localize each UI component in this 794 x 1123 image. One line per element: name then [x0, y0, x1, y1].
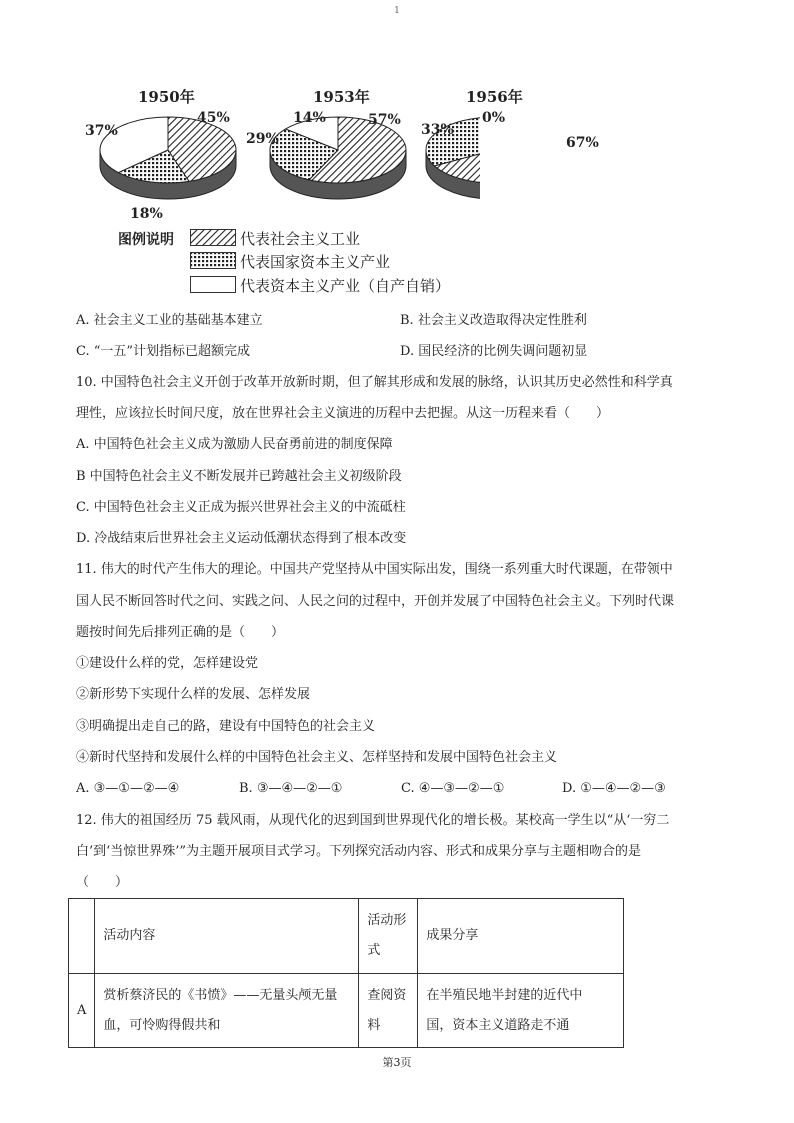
q12-stem-line-1: 12. 伟大的祖国经历 75 载风雨，从现代化的迟到国到世界现代化的增长极。某校高一学生以“从‘一穷二 [76, 813, 670, 828]
table-row-key: A [69, 974, 95, 1048]
q9-option-d: D. 国民经济的比例失调问题初显 [400, 344, 588, 359]
q12-stem-line-2: 白’到‘当惊世界殊’”为主题开展项目式学习。下列探究活动内容、形式和成果分享与主题相吻合的是 [76, 844, 642, 859]
table-header-key [69, 899, 95, 974]
pct-1953-socialist: 57% [368, 112, 401, 128]
legend-swatch-blank [190, 276, 236, 293]
q11-option-c: C. ④—③—②—① [401, 781, 505, 796]
pct-1953-capitalist: 14% [293, 110, 326, 126]
q9-option-b: B. 社会主义改造取得决定性胜利 [400, 313, 587, 328]
legend-item-state-capital: 代表国家资本主义产业 [240, 253, 391, 271]
page-top-mark: 1 [394, 6, 400, 16]
q11-item-3: ③明确提出走自己的路，建设有中国特色的社会主义 [76, 719, 376, 734]
legend-item-socialist: 代表社会主义工业 [240, 230, 361, 248]
pct-1950-capitalist: 37% [85, 123, 118, 139]
legend-swatch-dots [190, 252, 236, 269]
q10-stem-line-1: 10. 中国特色社会主义开创于改革开放新时期，但了解其形成和发展的脉络，认识其历史必然性和科学真 [76, 375, 673, 390]
legend-swatch-hatch [190, 229, 236, 246]
table-header-row [69, 899, 624, 974]
q11-option-d: D. ①—④—②—③ [562, 781, 666, 796]
q10-stem-line-2: 理性，应该拉长时间尺度，放在世界社会主义演进的历程中去把握。从这一历程来看（ ） [76, 406, 610, 421]
q11-item-1: ①建设什么样的党，怎样建设党 [76, 656, 259, 671]
legend-item-capitalist: 代表资本主义产业（自产自销） [240, 277, 451, 295]
q11-option-b: B. ③—④—②—① [239, 781, 343, 796]
table-row-content: 赏析蔡济民的《书愤》——无量头颅无量 血，可怜购得假共和 [95, 974, 359, 1048]
pct-1956-state-capital: 33% [421, 122, 454, 138]
q11-item-4: ④新时代坚持和发展什么样的中国特色社会主义、怎样坚持和发展中国特色社会主义 [76, 750, 558, 765]
q10-option-b: B 中国特色社会主义不断发展并已跨越社会主义初级阶段 [76, 469, 402, 484]
pct-1956-capitalist: 0% [482, 110, 506, 126]
chart-1953-year: 1953年 [313, 88, 370, 106]
chart-1950-year: 1950年 [138, 88, 195, 106]
pct-1956-socialist: 67% [566, 135, 599, 151]
legend-title: 图例说明 [118, 232, 174, 248]
q9-option-a: A. 社会主义工业的基础基本建立 [76, 313, 263, 328]
page-footer: 第3页 [382, 1056, 412, 1069]
table-header-content: 活动内容 [95, 899, 359, 974]
q11-stem-line-1: 11. 伟大的时代产生伟大的理论。中国共产党坚持从中国实际出发，围绕一系列重大时代课题，在带领中 [76, 562, 673, 577]
table-row-share: 在半殖民地半封建的近代中 国，资本主义道路走不通 [418, 974, 624, 1048]
table-row-form: 查阅资 料 [359, 974, 418, 1048]
q10-option-c: C. 中国特色社会主义正成为振兴世界社会主义的中流砥柱 [76, 500, 406, 515]
q11-stem-line-2: 国人民不断回答时代之问、实践之问、人民之问的过程中，开创并发展了中国特色社会主义。下列时代课 [76, 594, 675, 609]
table-header-form: 活动形 式 [359, 899, 418, 974]
q12-table [68, 898, 624, 1048]
chart-1956-year: 1956年 [466, 88, 523, 106]
q12-stem-line-3: （ ） [76, 875, 129, 890]
table-header-share: 成果分享 [418, 899, 624, 974]
q11-item-2: ②新形势下实现什么样的发展、怎样发展 [76, 687, 311, 702]
table-row [69, 974, 624, 1048]
q9-option-c: C. “一五”计划指标已超额完成 [76, 344, 251, 359]
q10-option-a: A. 中国特色社会主义成为激励人民奋勇前进的制度保障 [76, 437, 393, 452]
pie-charts-figure [60, 78, 480, 223]
pct-1953-state-capital: 29% [246, 131, 279, 147]
pct-1950-socialist: 45% [197, 110, 230, 126]
q11-option-a: A. ③—①—②—④ [76, 781, 180, 796]
pct-1950-state-capital: 18% [130, 206, 163, 222]
q10-option-d: D. 冷战结束后世界社会主义运动低潮状态得到了根本改变 [76, 531, 407, 546]
q11-stem-line-3: 题按时间先后排列正确的是（ ） [76, 625, 285, 640]
